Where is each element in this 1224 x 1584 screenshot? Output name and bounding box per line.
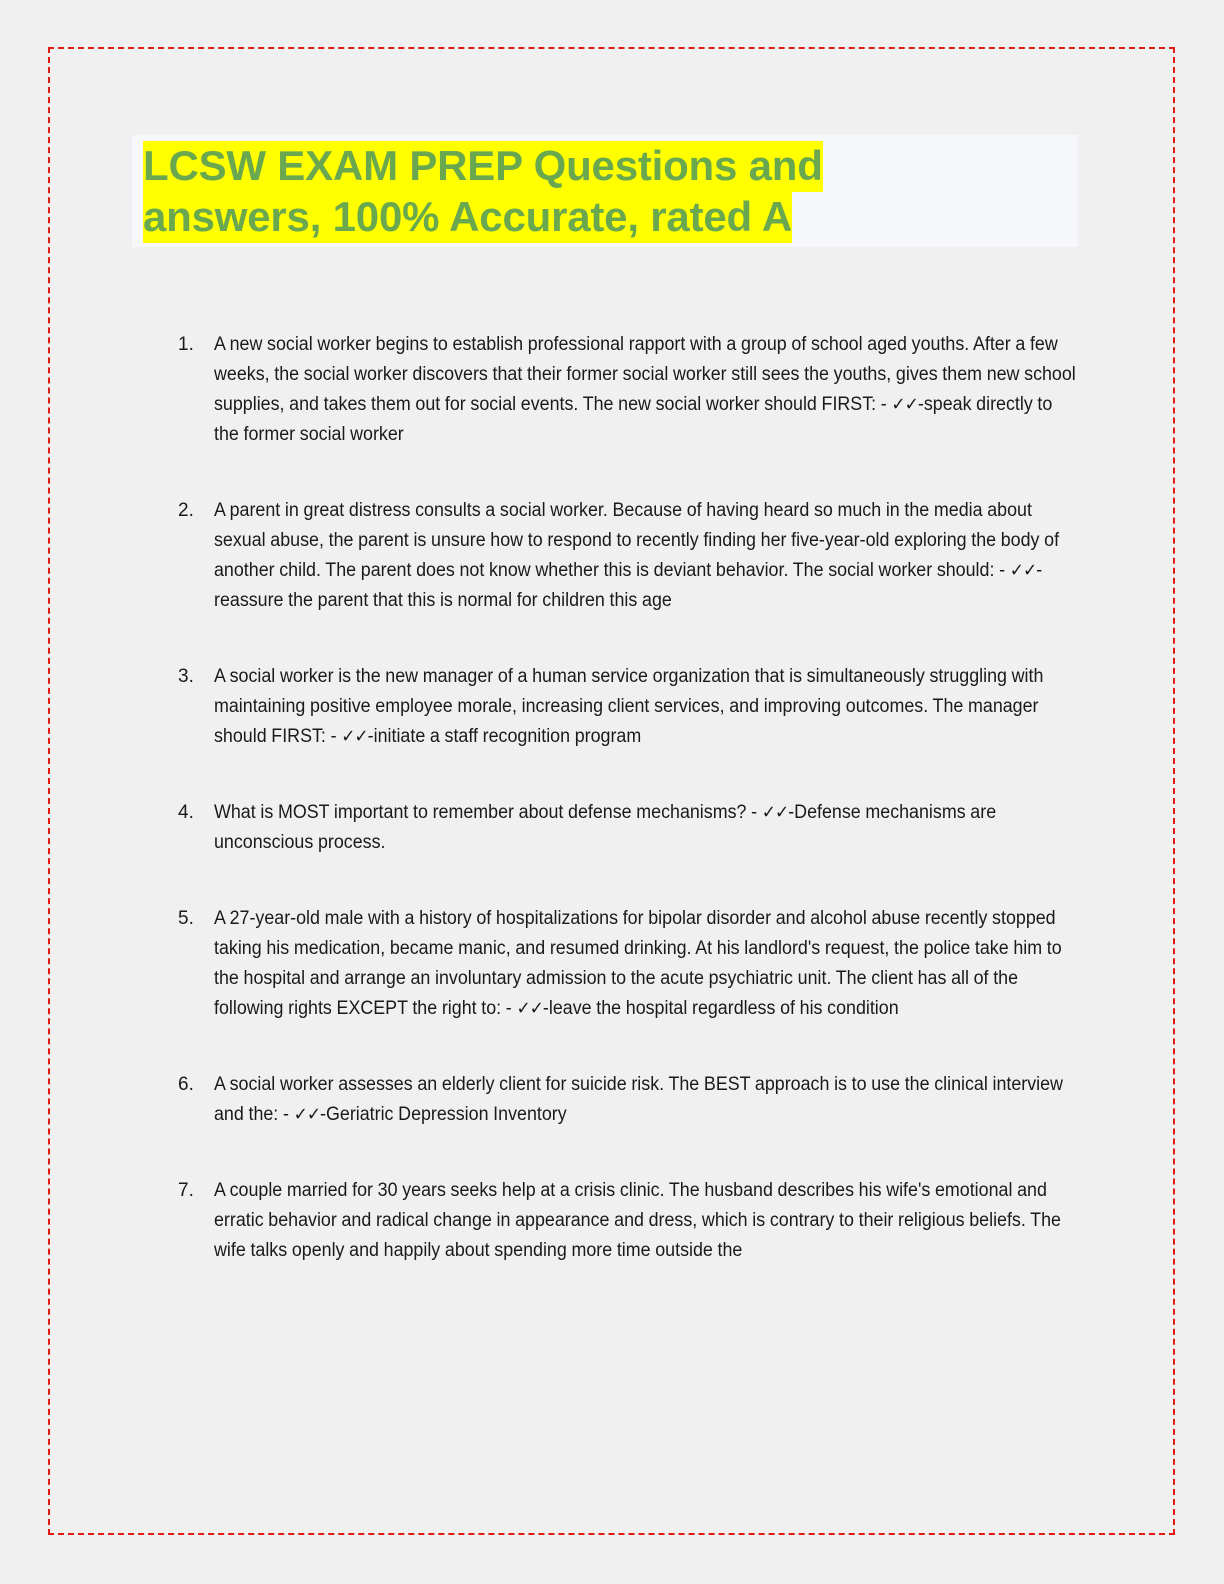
- page-title: [143, 140, 1043, 242]
- list-item-text: [214, 330, 1076, 450]
- page-title-line-1: LCSW EXAM PREP Questions and: [143, 141, 823, 192]
- page-title-line-2: answers, 100% Accurate, rated A: [143, 192, 792, 243]
- question-answer: -leave the hospital regardless of his condition: [542, 998, 899, 1019]
- question-stem: A 27-year-old male with a history of hospitalizations for bipolar disorder and alcohol abuse recently stopped taking his medication, became manic, and resumed drinking. At his landlord's request, the police take him to the hospital and arrange an involuntary admission to the acute psychiatric unit. The client has all of the following rights EXCEPT the right to: -: [214, 908, 1062, 1019]
- list-item-text: [214, 1176, 1076, 1266]
- checkmark-icon: ✓✓: [516, 998, 543, 1019]
- list-item: [0, 1176, 1224, 1266]
- question-stem: A social worker assesses an elderly client for suicide risk. The BEST approach is to use the clinical interview and the: -: [214, 1074, 1063, 1125]
- list-item: [0, 496, 1224, 616]
- list-item-number: 5.: [178, 908, 194, 929]
- list-item-text: [214, 1070, 1076, 1130]
- list-item-number: 7.: [178, 1180, 194, 1201]
- checkmark-icon: ✓✓: [1009, 560, 1037, 581]
- list-item-number: 4.: [178, 802, 194, 823]
- checkmark-icon: ✓✓: [761, 802, 789, 823]
- list-item: [0, 798, 1224, 858]
- list-item-text: [214, 496, 1076, 616]
- list-item-text: [214, 904, 1076, 1024]
- question-answer: -Defense mechanisms are unconscious process.: [214, 802, 997, 853]
- list-item-number: 3.: [178, 666, 194, 687]
- question-list: [0, 330, 1224, 1266]
- list-item-number: 1.: [178, 334, 194, 355]
- checkmark-icon: ✓✓: [341, 726, 368, 747]
- list-item: [0, 1070, 1224, 1130]
- question-answer: -reassure the parent that this is normal for children this age: [214, 560, 1043, 611]
- question-stem: A couple married for 30 years seeks help at a crisis clinic. The husband describes his wife's emotional and erratic behavior and radical change in appearance and dress, which is contrary to their religious beliefs. The wife talks openly and happily about spending more time outside the: [214, 1180, 1061, 1261]
- checkmark-icon: ✓✓: [293, 1104, 321, 1125]
- list-item-number: 2.: [178, 500, 194, 521]
- question-stem: A parent in great distress consults a social worker. Because of having heard so much in the media about sexual abuse, the parent is unsure how to respond to recently finding her five-year-old exploring the body of another child. The parent does not know whether this is deviant behavior. The social worker should: -: [214, 500, 1060, 581]
- list-item-number: 6.: [178, 1074, 194, 1095]
- question-answer: -Geriatric Depression Inventory: [320, 1104, 567, 1125]
- list-item: [0, 330, 1224, 450]
- question-stem: What is MOST important to remember about defense mechanisms? -: [214, 802, 762, 823]
- question-stem: A new social worker begins to establish professional rapport with a group of school aged youths. After a few weeks, the social worker discovers that their former social worker still sees the youths, gives them new school supplies, and takes them out for social events. The new social worker should FIRST: -: [214, 334, 1076, 415]
- list-item: [0, 904, 1224, 1024]
- list-item: [0, 662, 1224, 752]
- list-item-text: [214, 662, 1076, 752]
- checkmark-icon: ✓✓: [891, 394, 918, 415]
- question-answer: -speak directly to the former social worker: [214, 394, 1053, 445]
- question-stem: A social worker is the new manager of a human service organization that is simultaneously struggling with maintaining positive employee morale, increasing client services, and improving outcomes. The manager should FIRST: -: [214, 666, 1044, 747]
- list-item-text: [214, 798, 1076, 858]
- question-answer: -initiate a staff recognition program: [367, 726, 642, 747]
